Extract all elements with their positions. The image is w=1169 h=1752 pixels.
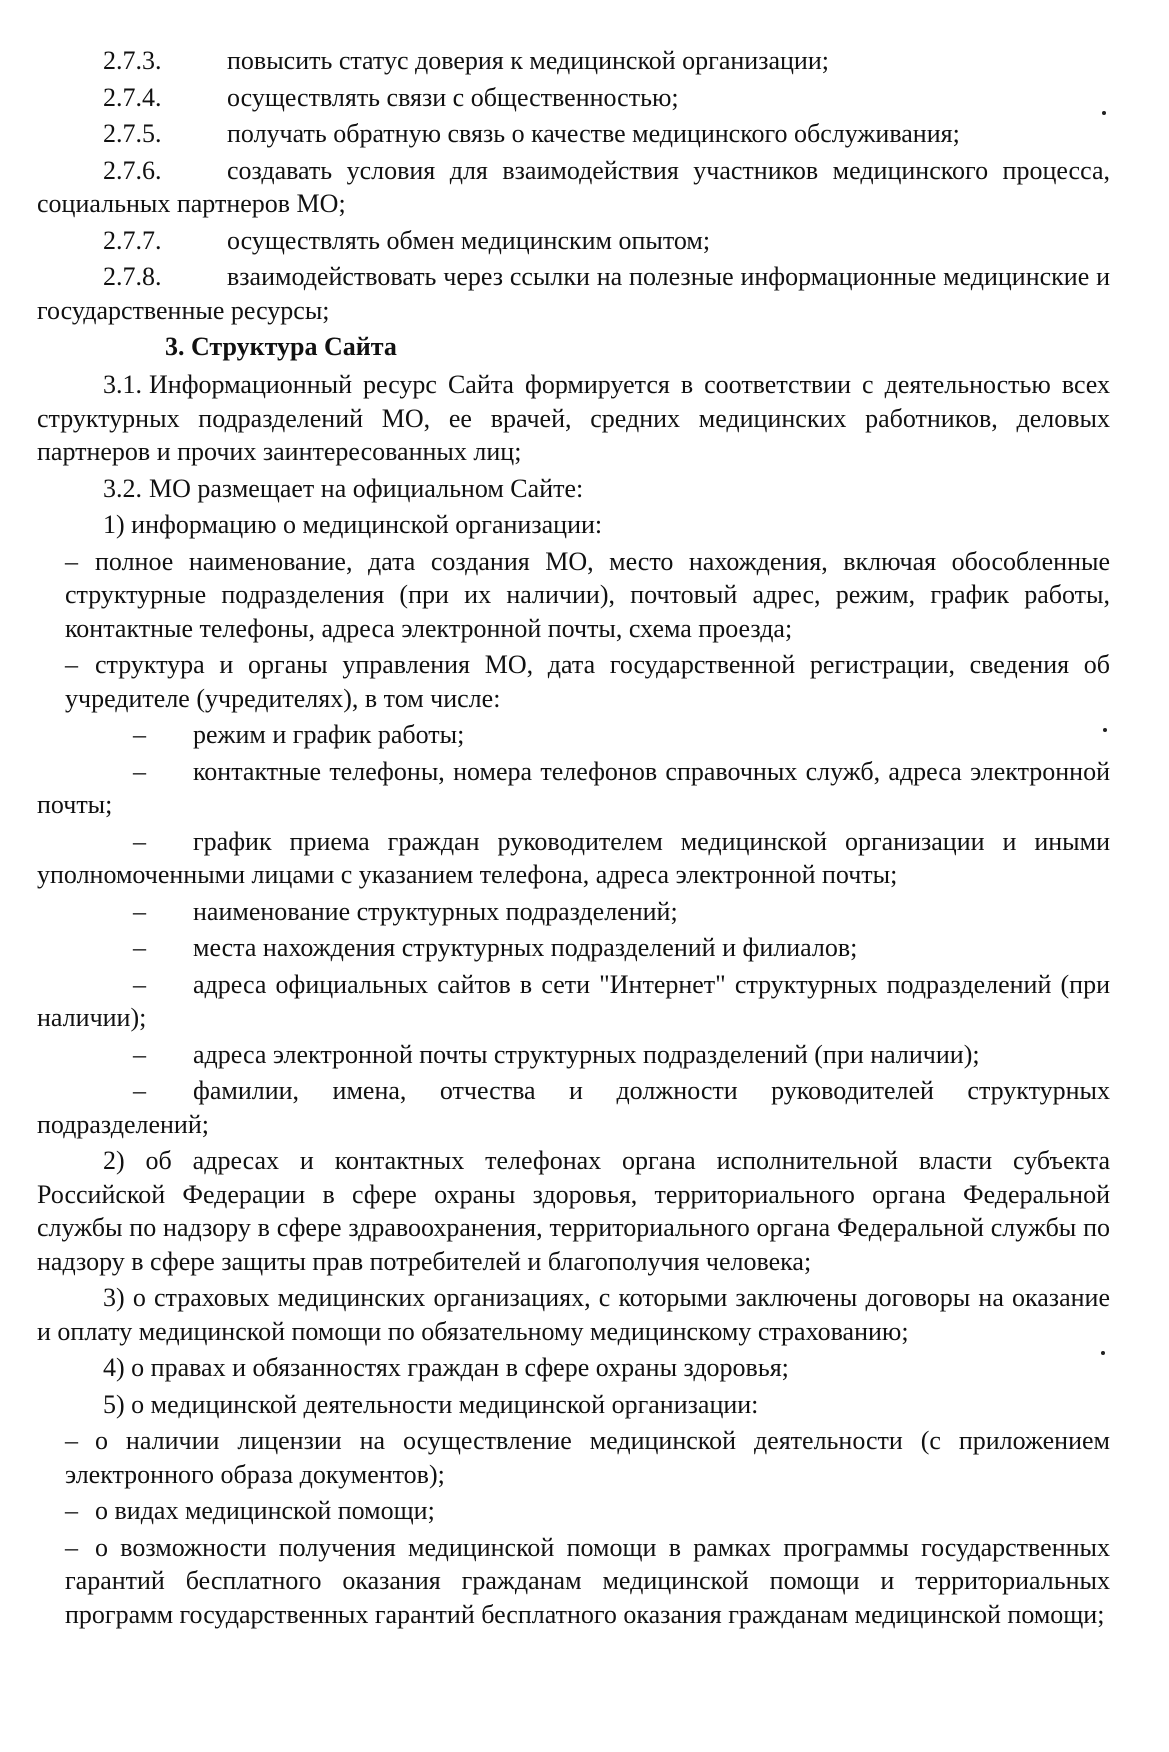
scan-speck	[1102, 111, 1106, 115]
list-item	[37, 648, 1110, 715]
subsection-5: 5) о медицинской деятельности медицинской организации:	[103, 1389, 759, 1419]
item-number: 2.7.4.	[103, 82, 162, 112]
subsection-2: 2) об адресах и контактных телефонах органа исполнительной власти субъекта Российской Федерации в сфере охраны здоровья, территориального органа Федеральной службы по надзору в сфере здравоохранения, территориального органа Федеральной службы по надзору в сфере защиты прав потребителей и благополучия человека;	[37, 1146, 1110, 1276]
dash-marker: –	[65, 546, 78, 576]
nested-list-item	[37, 968, 1110, 1035]
item-2-7-3	[37, 44, 1110, 78]
subsection-3: 3) о страховых медицинских организациях, с которыми заключены договоры на оказание и оплату медицинской помощи по обязательному медицинскому страхованию;	[37, 1283, 1110, 1346]
paragraph-text: МО размещает на официальном Сайте:	[149, 473, 584, 503]
list-item-text: наименование структурных подразделений;	[193, 896, 678, 926]
item-2-7-8	[37, 260, 1110, 327]
dash-marker: –	[65, 1532, 78, 1562]
dash-marker: –	[133, 969, 146, 999]
dash-marker: –	[133, 1076, 146, 1105]
scan-speck	[1101, 1351, 1105, 1355]
nested-list-item	[37, 825, 1110, 892]
list-item-text: о наличии лицензии на осуществление медицинской деятельности (с приложением электронного образа документов);	[65, 1426, 1110, 1489]
item-number: 2.7.6.	[103, 155, 162, 185]
item-number: 2.7.7.	[103, 225, 162, 255]
item-text: осуществлять связи с общественностью;	[227, 82, 679, 112]
item-text: взаимодействовать через ссылки на полезные информационные медицинские и государственные ресурсы;	[37, 262, 1110, 325]
list-item	[37, 1424, 1110, 1491]
list-item-text: режим и график работы;	[193, 720, 465, 749]
dash-marker: –	[65, 650, 78, 679]
list-item-text: адреса электронной почты структурных подразделений (при наличии);	[193, 1039, 980, 1069]
dash-marker: –	[65, 1496, 78, 1525]
section-3-heading: 3. Структура Сайта	[165, 332, 397, 361]
dash-marker: –	[133, 720, 146, 749]
list-item-text: адреса официальных сайтов в сети "Интернет" структурных подразделений (при наличии);	[37, 969, 1110, 1032]
subsection-4: 4) о правах и обязанностях граждан в сфере охраны здоровья;	[103, 1353, 789, 1382]
paragraph-text: Информационный ресурс Сайта формируется в соответствии с деятельностью всех структурных подразделений МО, ее врачей, средних медицинских работников, деловых партнеров и прочих заинтересованных лиц;	[37, 370, 1110, 466]
item-2-7-6	[37, 154, 1110, 221]
nested-list-item	[37, 718, 1110, 752]
scan-speck	[1103, 728, 1107, 732]
paragraph-number: 3.1.	[103, 370, 142, 399]
dash-marker: –	[133, 756, 146, 786]
dash-marker: –	[133, 1039, 146, 1069]
nested-list-item	[37, 755, 1110, 822]
item-text: получать обратную связь о качестве медицинского обслуживания;	[227, 119, 960, 148]
item-2-7-4	[37, 81, 1110, 115]
item-2-7-7	[37, 224, 1110, 258]
list-item-text: места нахождения структурных подразделений и филиалов;	[193, 933, 858, 962]
dash-marker: –	[133, 933, 146, 962]
list-item-text: контактные телефоны, номера телефонов справочных служб, адреса электронной почты;	[37, 756, 1110, 819]
list-item-text: структура и органы управления МО, дата государственной регистрации, сведения об учредителе (учредителях), в том числе:	[65, 650, 1110, 713]
nested-list-item	[37, 895, 1110, 929]
document-body	[37, 44, 1110, 1634]
item-number: 2.7.3.	[103, 46, 162, 75]
nested-list-item	[37, 1038, 1110, 1072]
paragraph-number: 3.2.	[103, 473, 142, 503]
list-item	[37, 1531, 1110, 1632]
list-item	[37, 545, 1110, 646]
nested-list-item	[37, 931, 1110, 965]
list-item-text: полное наименование, дата создания МО, место нахождения, включая обособленные структурные подразделения (при их наличии), почтовый адрес, режим, график работы, контактные телефоны, адреса электронной почты, схема проезда;	[65, 546, 1110, 643]
item-number: 2.7.8.	[103, 262, 162, 291]
nested-list-item	[37, 1074, 1110, 1141]
paragraph-3-2	[37, 472, 1110, 506]
dash-marker: –	[65, 1426, 78, 1455]
paragraph-3-1	[37, 368, 1110, 469]
item-number: 2.7.5.	[103, 119, 162, 148]
list-item-text: о видах медицинской помощи;	[95, 1496, 435, 1525]
list-item-text: о возможности получения медицинской помощи в рамках программы государственных гарантий бесплатного оказания гражданам медицинской помощи и территориальных программ государственных гарантий бесплатного оказания гражданам медицинской помощи;	[65, 1532, 1110, 1629]
list-item	[37, 1494, 1110, 1528]
dash-marker: –	[133, 896, 146, 926]
subsection-1: 1) информацию о медицинской организации:	[103, 510, 603, 539]
dash-marker: –	[133, 826, 146, 856]
item-text: создавать условия для взаимодействия участников медицинского процесса, социальных партнеров МО;	[37, 155, 1110, 218]
list-item-text: фамилии, имена, отчества и должности руководителей структурных подразделений;	[37, 1076, 1110, 1139]
item-text: осуществлять обмен медицинским опытом;	[227, 225, 711, 255]
list-item-text: график приема граждан руководителем медицинской организации и иными уполномоченными лицами с указанием телефона, адреса электронной почты;	[37, 826, 1110, 889]
item-text: повысить статус доверия к медицинской организации;	[227, 46, 829, 75]
item-2-7-5	[37, 117, 1110, 151]
